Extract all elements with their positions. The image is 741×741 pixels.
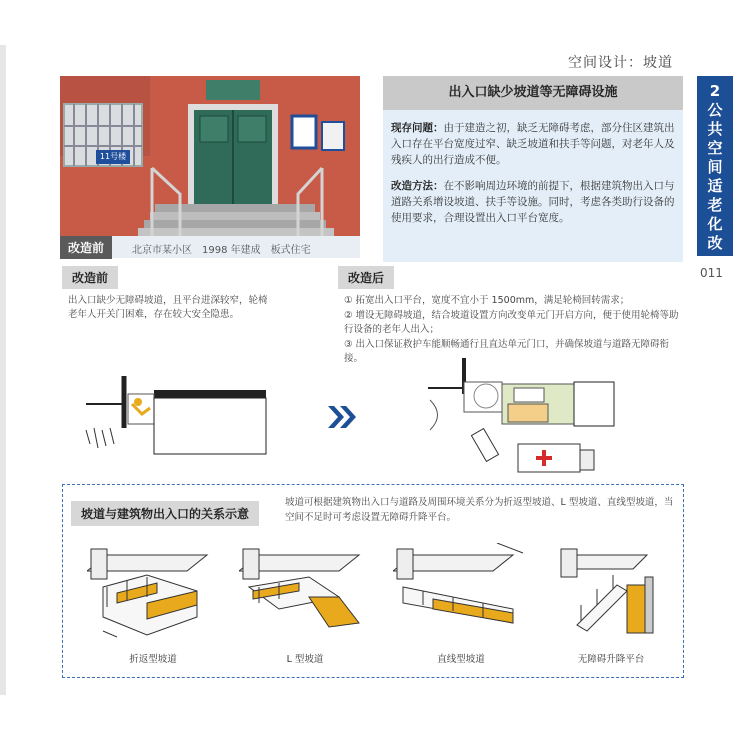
- ramp-label: 折返型坡道: [129, 654, 177, 665]
- photo-tag: 改造前: [60, 236, 112, 259]
- ramp-relation-panel: [62, 484, 684, 678]
- relation-tag: 坡道与建筑物出入口的关系示意: [71, 501, 259, 526]
- tab-char: 适: [707, 177, 723, 195]
- after-item: ② 增设无障碍坡道，结合坡道设置方向改变单元门开启方向，便于使用轮椅等助行设备的老年人出入；: [344, 310, 679, 335]
- lift-platform-illustration: [557, 545, 667, 643]
- chapter-tab: [697, 76, 733, 256]
- tab-char: 公: [707, 101, 723, 119]
- method-text: 在不影响周边环境的前提下，根据建筑物出入口与道路关系增设坡道、扶手等设施。同时，考虑各类助行设备的使用要求，合理设置出入口平台宽度。: [391, 180, 675, 224]
- tab-char: 2: [709, 82, 721, 100]
- problem-paragraph: [391, 120, 677, 168]
- tab-char: 化: [707, 215, 723, 233]
- double-chevron-icon: [326, 404, 358, 430]
- tab-char: 共: [707, 120, 723, 138]
- ramp-label: L 型坡道: [286, 654, 324, 665]
- after-plan-diagram: [420, 354, 620, 478]
- page-number: 011: [700, 266, 723, 280]
- photo-caption-bar: [60, 236, 360, 258]
- before-tag: 改造前: [62, 266, 118, 289]
- problem-label: 现存问题：: [391, 122, 444, 134]
- switchback-ramp-illustration: [87, 547, 221, 643]
- problem-text: 由于建造之初，缺乏无障碍考虑，部分住区建筑出入口存在平台宽度过窄、缺乏坡道和扶手等问题，对老年人及残疾人的出行造成不便。: [391, 122, 675, 166]
- method-label: 改造方法：: [391, 180, 444, 192]
- building-sign: 11号楼: [99, 152, 127, 161]
- tab-char: 间: [707, 158, 723, 176]
- after-tag: 改造后: [338, 266, 394, 289]
- problem-title: 出入口缺少坡道等无障碍设施: [383, 76, 683, 110]
- entrance-photo: [60, 76, 360, 236]
- l-shaped-ramp-illustration: [239, 547, 373, 643]
- before-text: 出入口缺少无障碍坡道，且平台进深较窄，轮椅老年人开关门困难，存在较大安全隐患。: [68, 295, 268, 320]
- ramp-label: 直线型坡道: [437, 654, 485, 665]
- tab-char: 空: [707, 139, 723, 157]
- relation-description: 坡道可根据建筑物出入口与道路及周围环境关系分为折返型坡道、L 型坡道、直线型坡道，当空间不足时可考虑设置无障碍升降平台。: [285, 497, 674, 523]
- method-paragraph: [391, 178, 677, 226]
- ramp-label: 无障碍升降平台: [577, 654, 645, 665]
- after-item: ① 拓宽出入口平台，宽度不宜小于 1500mm，满足轮椅回转需求；: [344, 295, 630, 306]
- photo-caption: 北京市某小区 1998 年建成 板式住宅: [132, 245, 311, 256]
- page-edge: [0, 45, 6, 695]
- straight-ramp-illustration: [393, 543, 527, 643]
- before-plan-diagram: [72, 368, 272, 468]
- tab-char: 老: [707, 196, 723, 214]
- section-title: 空间设计：坡道: [568, 55, 673, 71]
- problem-box: [383, 76, 683, 262]
- after-item: ③ 出入口保证救护车能顺畅通行且直达单元门口，并确保坡道与道路无障碍衔接。: [344, 339, 670, 364]
- tab-char: 改: [707, 234, 723, 252]
